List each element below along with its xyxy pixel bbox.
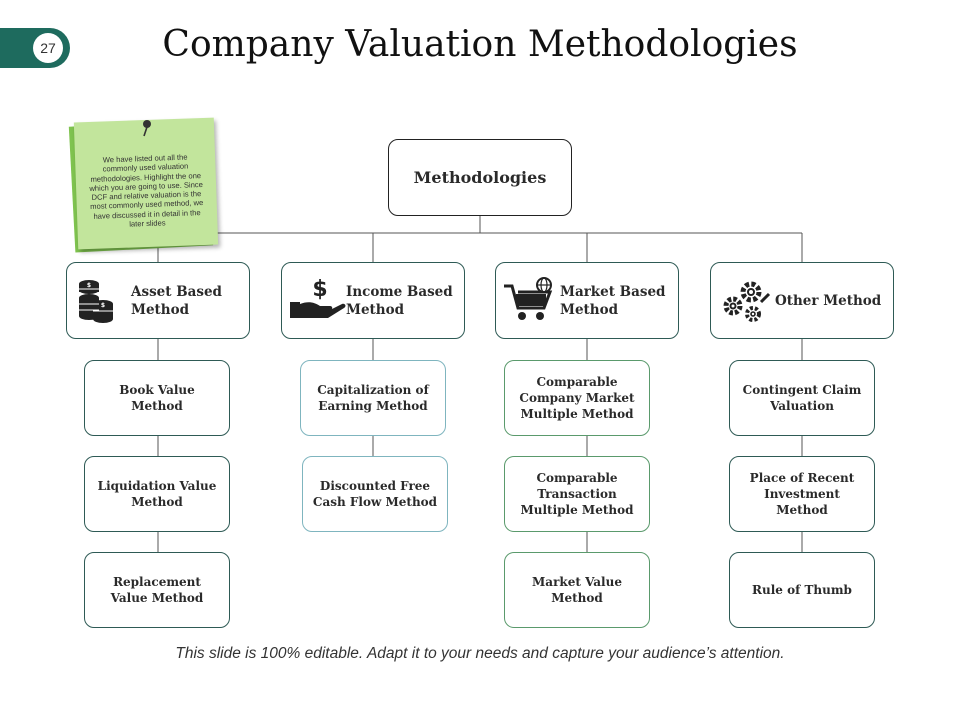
method-comparable-company (504, 360, 650, 436)
method-label: Place of Recent Investment Method (749, 471, 855, 517)
category-income-based (281, 262, 465, 339)
method-market-value (504, 552, 650, 628)
cart-globe-icon (502, 276, 560, 326)
method-label: Capitalization of Earning Method (317, 383, 429, 413)
category-label: Market Based Method (560, 283, 666, 318)
method-label: Discounted Free Cash Flow Method (312, 479, 438, 509)
sticky-note-text: We have listed out all the commonly used valuation methodologies. Highlight the one which you are going to use. Since DCF and relative valuation is the most commonly used method, we have discussed it in detail in the later slides (89, 152, 204, 229)
method-contingent-claim (729, 360, 875, 436)
method-rule-of-thumb (729, 552, 875, 628)
category-label: Asset Based Method (131, 283, 222, 318)
method-comparable-transaction (504, 456, 650, 532)
method-replacement-value (84, 552, 230, 628)
category-other (710, 262, 894, 339)
category-label: Other Method (775, 292, 882, 309)
footer-caption: This slide is 100% editable. Adapt it to your needs and capture your audience’s attention. (175, 645, 785, 662)
category-label: Income Based Method (346, 283, 453, 318)
category-asset-based (66, 262, 250, 339)
category-market-based (495, 262, 679, 339)
method-label: Rule of Thumb (752, 583, 852, 597)
root-label: Methodologies (413, 168, 547, 187)
method-label: Market Value Method (532, 575, 622, 605)
gears-icon (717, 276, 775, 326)
method-label: Book Value Method (119, 383, 195, 413)
method-book-value (84, 360, 230, 436)
method-label: Liquidation Value Method (97, 479, 217, 509)
method-liquidation-value (84, 456, 230, 532)
methodologies-root-box (388, 139, 572, 216)
method-label: Comparable Transaction Multiple Method (520, 471, 634, 517)
pushpin-icon (139, 119, 153, 139)
svg-text:$: $ (312, 276, 328, 302)
svg-text:$: $ (100, 301, 106, 309)
slide-number: 27 (33, 33, 63, 63)
method-discounted-free-cash-flow (302, 456, 448, 532)
coins-icon (73, 276, 131, 326)
method-label: Replacement Value Method (110, 575, 204, 605)
svg-text:$: $ (86, 281, 92, 289)
slide-title: Company Valuation Methodologies (162, 24, 798, 65)
method-place-of-recent-investment (729, 456, 875, 532)
hand-dollar-icon (288, 276, 346, 326)
method-label: Contingent Claim Valuation (742, 383, 862, 413)
method-capitalization-of-earning (300, 360, 446, 436)
method-label: Comparable Company Market Multiple Method (519, 375, 635, 421)
